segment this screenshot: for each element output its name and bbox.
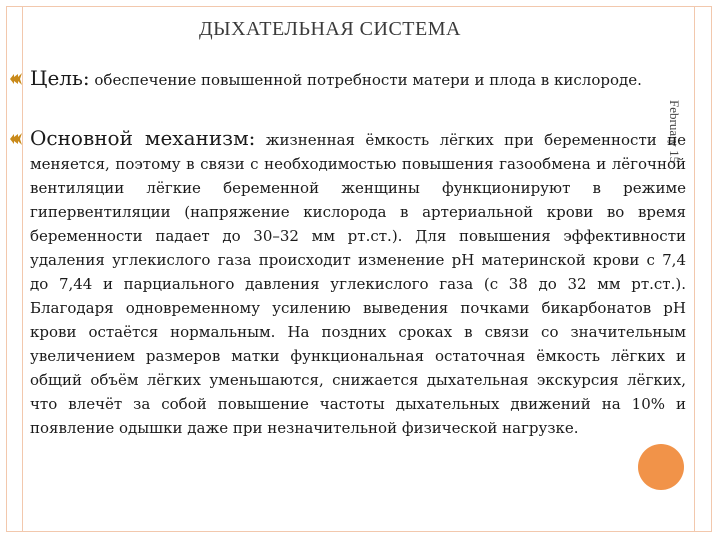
goal-text: обеспечение повышенной потребности матери и плода в кислороде. xyxy=(89,71,642,89)
right-border-rule xyxy=(694,6,695,532)
side-date-label: February 15 xyxy=(667,100,682,164)
mechanism-text: жизненная ёмкость лёгких при беременности не меняется, поэтому в связи с необходимостью повышения газообмена и лёгочной вентиляции лёгкие беременной женщины функционируют в режиме гипервентиляции (напряжение кислорода в артериальной крови во время беременности падает до 30–32 мм рт.ст.). Для повышения эффективности удаления углекислого газа происходит изменение рН материнской крови с 7,4 до 7,44 и парциального давления углекислого газа (с 38 до 32 мм рт.ст.). Благодаря одновременному усилению выведения почками бикарбонатов рН крови остаётся нормальным. На поздних сроках в связи со значительным увеличением размеров матки функциональная остаточная ёмкость лёгких и общий объём лёгких уменьшаются, снижается дыхательная экскурсия лёгких, что влечёт за собой повышение частоты дыхательных движений на 10% и появление одышки даже при незначительной физической нагрузке. xyxy=(30,131,686,437)
slide-title: ДЫХАТЕЛЬНАЯ СИСТЕМА xyxy=(199,18,461,40)
goal-paragraph xyxy=(30,66,686,92)
mechanism-heading: Основной механизм: xyxy=(30,126,256,150)
bullet-icon xyxy=(8,131,24,147)
mechanism-paragraph xyxy=(30,126,686,440)
bullet-icon xyxy=(8,71,24,87)
decorative-orange-circle xyxy=(638,444,684,490)
goal-heading: Цель: xyxy=(30,66,90,90)
